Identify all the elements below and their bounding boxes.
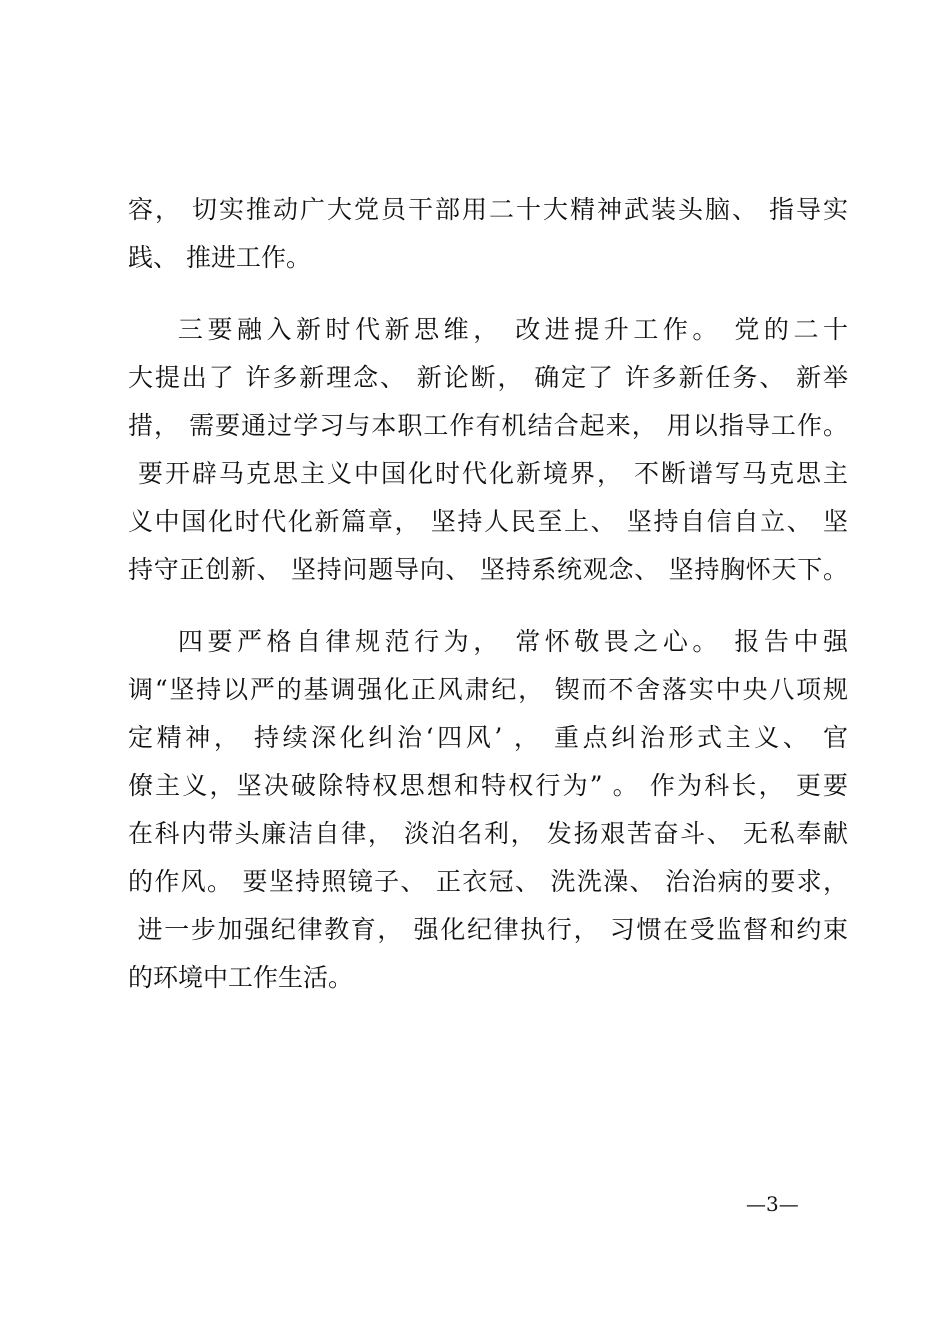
paragraph-3 (128, 618, 848, 1002)
text-line: 容， 切实推动广大党员干部用二十大精神武装头脑、 指导实 (128, 195, 848, 224)
text-line: 大提出了 许多新理念、 新论断， 确定了 许多新任务、 新举 (128, 363, 848, 392)
text-line: 的作风。 要坚持照镜子、 正衣冠、 洗洗澡、 治治病的要求， (128, 867, 848, 896)
body-text (128, 186, 848, 1002)
text-line: 义中国化时代化新篇章， 坚持人民至上、 坚持自信自立、 坚 (128, 507, 848, 536)
text-line: 持守正创新、 坚持问题导向、 坚持系统观念、 坚持胸怀天下。 (128, 555, 848, 584)
text-line: 进一步加强纪律教育， 强化纪律执行， 习惯在受监督和约束 (128, 915, 848, 944)
text-line: 在科内带头廉洁自律， 淡泊名利， 发扬艰苦奋斗、 无私奉献 (128, 819, 848, 848)
text-line: 调“坚持以严的基调强化正风肃纪， 锲而不舍落实中央八项规 (128, 675, 848, 704)
text-line: 的环境中工作生活。 (128, 963, 354, 992)
text-line: 践、 推进工作。 (128, 243, 311, 272)
text-line: 措， 需要通过学习与本职工作有机结合起来， 用以指导工作。 (128, 411, 848, 440)
text-line: 定精神， 持续深化纠治‘四风’ ， 重点纠治形式主义、 官 (128, 723, 848, 752)
text-line: 僚主义，坚决破除特权思想和特权行为” 。 作为科长， 更要 (128, 771, 848, 800)
paragraph-gap (128, 282, 848, 306)
paragraph-2 (128, 306, 848, 594)
text-line: 三要融入新时代新思维， 改进提升工作。 党的二十 (128, 315, 848, 344)
text-line: 要开辟马克思主义中国化时代化新境界， 不断谱写马克思主 (128, 459, 848, 488)
paragraph-gap (128, 594, 848, 618)
page-number: —3— (746, 1192, 799, 1216)
text-line: 四要严格自律规范行为， 常怀敬畏之心。 报告中强 (128, 627, 848, 656)
paragraph-1 (128, 186, 848, 282)
